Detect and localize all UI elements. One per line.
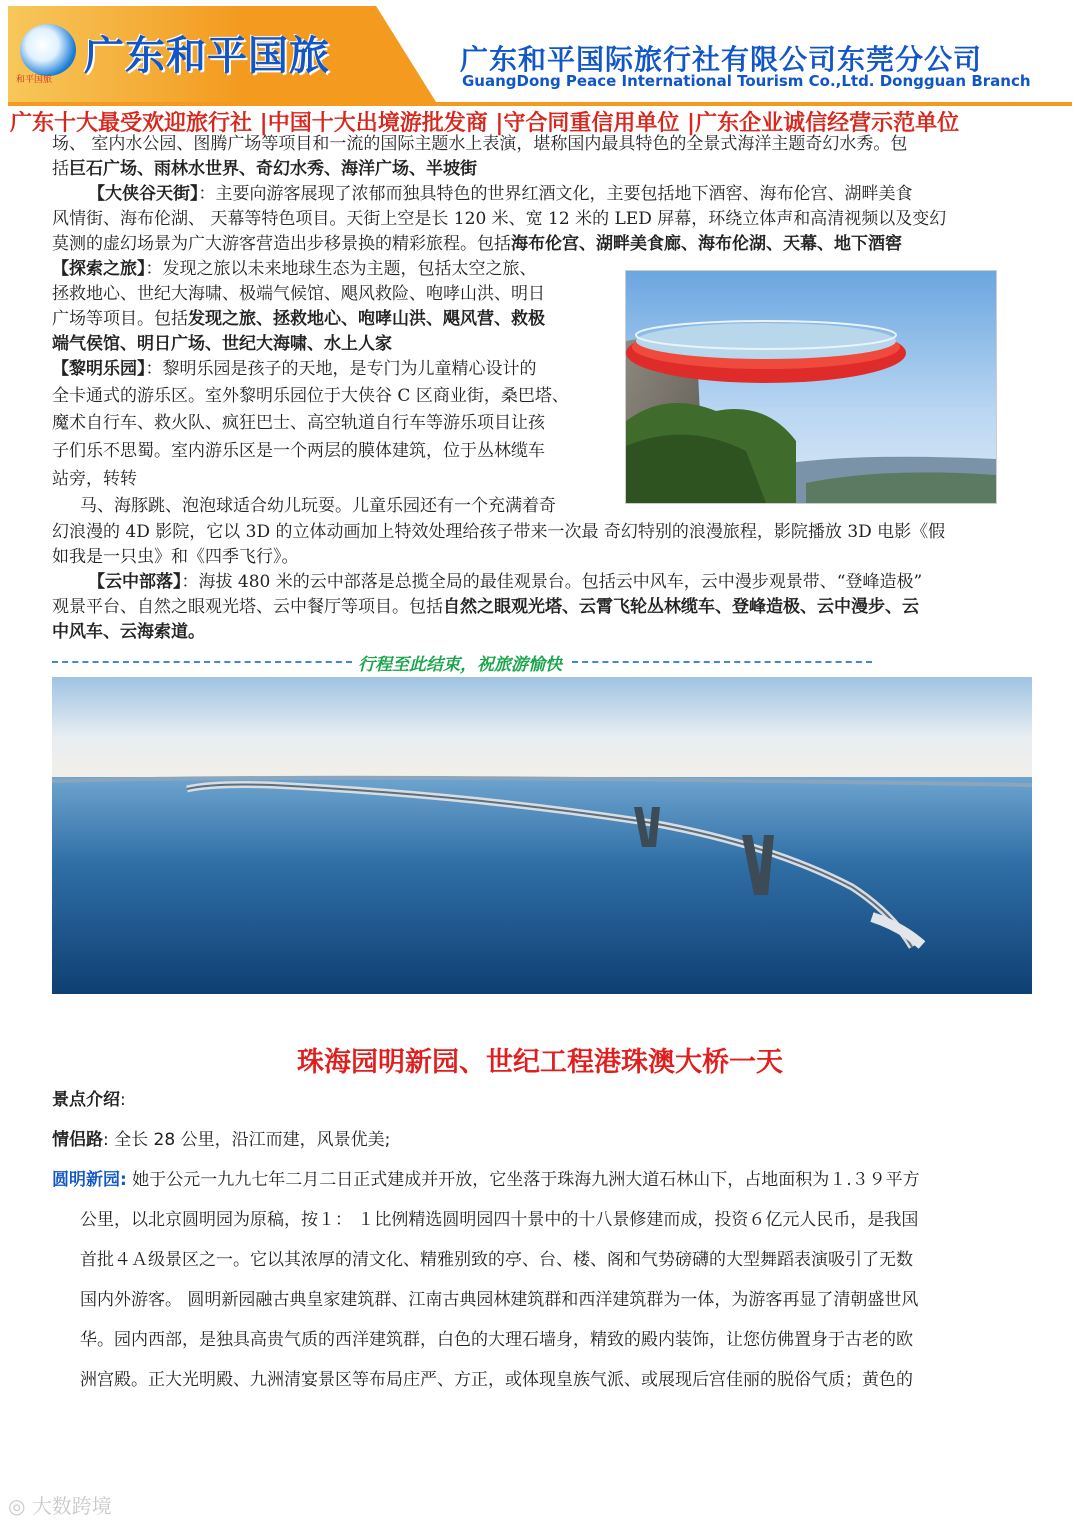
itinerary-end-text: 行程至此结束，祝旅游愉快 (358, 655, 562, 675)
globe-logo-icon (20, 24, 76, 76)
daxiagu-heading: 【大侠谷天街】 (88, 184, 199, 204)
day-title: 珠海园明新园、世纪工程港珠澳大桥一天 (297, 1047, 783, 1078)
tansuo-line-4: 端气侯馆、明日广场、世纪大海啸、水上人家 (52, 334, 392, 354)
company-name-cn: 广东和平国际旅行社有限公司东莞分公司 (460, 43, 983, 76)
liming-line-5: 站旁，转转 (52, 469, 137, 489)
skywalk-photo (625, 270, 997, 504)
daxiagu-line-1: 【大侠谷天街】：主要向游客展现了浓郁而独具特色的世界红酒文化，主要包括地下酒窖、海布伦宫、湖畔美食 (88, 184, 913, 204)
liming-line-6: 马、海豚跳、泡泡球适合幼儿玩耍。儿童乐园还有一个充满着奇 (80, 496, 556, 516)
liming-line-1: 【黎明乐园】：黎明乐园是孩子的天地，是专门为儿童精心设计的 (52, 359, 537, 379)
intro-line-1: 场、 室内水公园、图腾广场等项目和一流的国际主题水上表演，堪称国内最具特色的全景式海洋主题奇幻水秀。包 (52, 134, 908, 154)
liming-line-2: 全卡通式的游乐区。室外黎明乐园位于大侠谷 C 区商业街，桑巴塔、 (52, 386, 569, 406)
watermark: ◎ 大数跨境 (8, 1494, 112, 1518)
yuanming-paragraph (52, 1160, 1027, 1400)
lovers-road-label: 情侣路 (52, 1130, 103, 1150)
daxiagu-line-3: 莫测的虚幻场景为广大游客营造出步移景换的精彩旅程。包括海布伦宫、湖畔美食廊、海布伦湖、天幕、地下酒窖 (52, 234, 902, 254)
daxiagu-line-2: 风情街、海布伦湖、 天幕等特色项目。天街上空是长 120 米、宽 12 米的 LED 屏幕，环绕立体声和高清视频以及变幻 (52, 209, 947, 229)
tansuo-line-3: 广场等项目。包括发现之旅、拯救地心、咆哮山洪、飓风营、救极 (52, 309, 545, 329)
tansuo-heading: 【探索之旅】 (52, 259, 146, 279)
yunzhong-line-1: 【云中部落】：海拔 480 米的云中部落是总揽全局的最佳观景台。包括云中风车，云中漫步观景带、“登峰造极” (88, 572, 923, 592)
liming-line-7: 幻浪漫的 4D 影院，它以 3D 的立体动画加上特效处理给孩子带来一次最 奇幻特别的浪漫旅程，影院播放 3D 电影《假 (52, 522, 946, 542)
yuanming-line-6: 洲宫殿。正大光明殿、九洲清宴景区等布局庄严、方正，或体现皇族气派、或展现后宫佳丽的脱俗气质；黄色的 (80, 1370, 913, 1390)
yuanming-label: 圆明新园: (52, 1170, 127, 1190)
yuanming-line-5: 华。园内西部，是独具高贵气质的西洋建筑群，白色的大理石墙身，精致的殿内装饰，让您仿佛置身于古老的欧 (80, 1330, 913, 1350)
liming-heading: 【黎明乐园】 (52, 359, 146, 379)
tansuo-line-1: 【探索之旅】：发现之旅以未来地球生态为主题，包括太空之旅、 (52, 259, 537, 279)
lovers-road-line: 情侣路: 全长 28 公里，沿江而建，风景优美; (52, 1130, 391, 1150)
company-name-en: GuangDong Peace International Tourism Co.,Ltd. Dongguan Branch (462, 72, 1031, 90)
liming-line-8: 如我是一只虫》和《四季飞行》。 (52, 547, 299, 567)
yunzhong-line-2: 观景平台、自然之眼观光塔、云中餐厅等项目。包括自然之眼观光塔、云霄飞轮丛林缆车、登峰造极、云中漫步、云 (52, 597, 919, 617)
yuanming-line-3: 首批４Ａ级景区之一。它以其浓厚的清文化、精雅别致的亭、台、楼、阁和气势磅礴的大型舞蹈表演吸引了无数 (80, 1250, 913, 1270)
tansuo-line-2: 拯救地心、世纪大海啸、极端气候馆、飓风救险、咆哮山洪、明日 (52, 284, 545, 304)
liming-line-4: 子们乐不思蜀。室内游乐区是一个两层的膜体建筑，位于丛林缆车 (52, 441, 545, 461)
yunzhong-heading: 【云中部落】 (88, 572, 182, 592)
page-header (0, 0, 1080, 140)
itinerary-end-divider (52, 650, 872, 675)
intro-line-2: 括巨石广场、雨林水世界、奇幻水秀、海洋广场、半坡街 (52, 159, 477, 179)
slogan-banner: 广东十大最受欢迎旅行社 |中国十大出境游批发商 |守合同重信用单位 |广东企业诚信经营示范单位 (10, 111, 960, 136)
logo-small-text: 和平国旅 (16, 75, 53, 85)
brand-name: 广东和平国旅 (84, 33, 330, 79)
weibo-icon: ◎ (8, 1494, 32, 1518)
yuanming-line-2: 公里，以北京圆明园为原稿，按１： １比例精选圆明园四十景中的十八景修建而成，投资６亿元人民币，是我国 (80, 1210, 919, 1230)
divider-right-line (572, 661, 872, 663)
yuanming-line-1: 圆明新园: 她于公元一九九七年二月二日正式建成并开放，它坐落于珠海九洲大道石林山下，占地面积为１.３９平方 (52, 1170, 920, 1190)
divider-left-line (52, 661, 352, 663)
yuanming-line-4: 国内外游客。 圆明新园融古典皇家建筑群、江南古典园林建筑群和西洋建筑群为一体，为游客再显了清朝盛世风 (80, 1290, 919, 1310)
attractions-intro-label: 景点介绍: (52, 1090, 126, 1110)
liming-line-3: 魔术自行车、救火队、疯狂巴士、高空轨道自行车等游乐项目让孩 (52, 413, 545, 433)
bridge-photo (52, 677, 1032, 994)
yunzhong-line-3: 中风车、云海索道。 (52, 622, 205, 642)
